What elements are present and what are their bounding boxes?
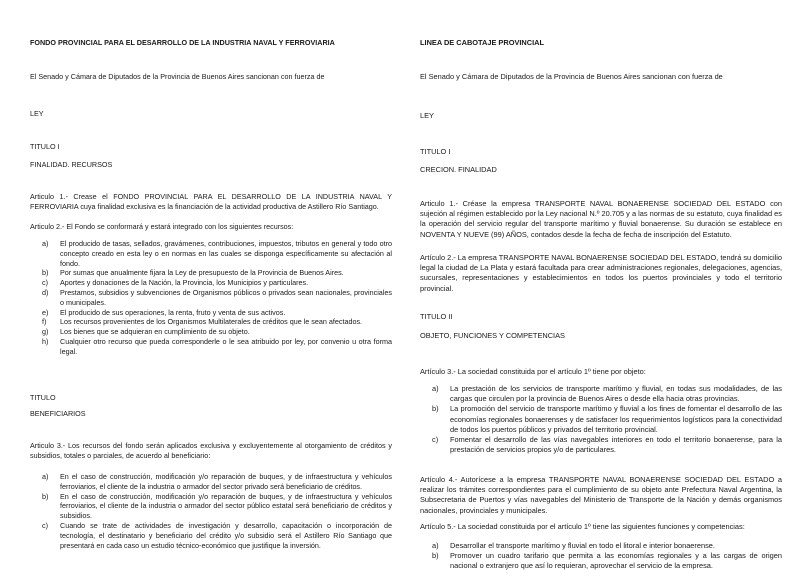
right-titulo-2: TITULO II (420, 312, 453, 321)
list-marker: h) (42, 336, 49, 346)
list-item-text: Fomentar el desarrollo de las vías navegables interiores en todo el territorio bonaerense, para la prestación de servicios propios y/o de particulares. (450, 435, 782, 455)
list-item (30, 278, 392, 288)
list-item-text: Aportes y donaciones de la Nación, la Provincia, los Municipios y particulares. (60, 278, 309, 288)
list-marker: g) (42, 327, 49, 337)
list-item (30, 521, 392, 550)
right-ley-label: LEY (420, 111, 434, 120)
list-item (30, 239, 392, 268)
list-item (30, 268, 392, 278)
right-titulo-1-name: CRECION. FINALIDAD (420, 165, 497, 174)
list-item (30, 327, 392, 337)
list-item (30, 288, 392, 308)
left-article-2-list (30, 239, 392, 357)
list-marker: b) (432, 404, 439, 414)
list-item (30, 308, 392, 318)
list-marker: a) (42, 239, 49, 248)
left-article-3: Articulo 3.- Los recursos del fondo serán aplicados exclusiva y excluyentemente al otorgamiento de créditos y subsidios, totales o parciales, de acuerdo al beneficiario: (30, 441, 392, 460)
list-marker: f) (42, 317, 47, 327)
left-article-2: Articulo 2.- El Fondo se conformará y estará integrado con los siguientes recursos: (30, 222, 294, 231)
left-titulo-1: TITULO I (30, 142, 60, 151)
right-article-4: Artículo 4.- Autorícese a la empresa TRANSPORTE NAVAL BONAERENSE SOCIEDAD DEL ESTADO a realizar los trámites correspondientes para el cumplimiento de su objeto ante Prefectura Naval Argentina, la Subsecretaria de Puertos y vías navegables del Ministerio de Transporte de la Nación y demás organismos nacionales, provinciales y municipales. (420, 475, 782, 515)
list-item (30, 337, 392, 357)
list-item-text: Prestamos, subsidios y subvenciones de Organismos públicos o privados sean nacionales, provinciales o municipales. (60, 287, 392, 307)
list-marker: e) (42, 307, 49, 317)
list-item-text: Los bienes que se adquieran en cumplimiento de su objeto. (60, 327, 250, 337)
left-ley-label: LEY (30, 109, 44, 118)
right-article-5: Artículo 5.- La sociedad constituida por el artículo 1º tiene las siguientes funciones y competencias: (420, 522, 745, 531)
list-item (30, 317, 392, 327)
list-item (420, 551, 782, 571)
list-marker: d) (42, 287, 49, 297)
list-marker: c) (432, 435, 439, 445)
list-item-text: Los recursos provenientes de los Organismos Multilaterales de créditos que le sean afectados. (60, 317, 363, 327)
list-marker: a) (432, 384, 439, 393)
list-item-text: La promoción del servicio de transporte marítimo y fluvial a los fines de fomentar el desarrollo de las economías regionales bonaerenses y de satisfacer los requerimientos logísticos para la conectividad de todos los puertos públicos y privados del territorio provincial. (450, 404, 782, 434)
list-item-text: Desarrollar el transporte marítimo y fluvial en todo el litoral e interior bonaerense. (450, 541, 715, 550)
left-article-3-list (30, 472, 392, 550)
left-heading: FONDO PROVINCIAL PARA EL DESARROLLO DE LA INDUSTRIA NAVAL Y FERROVIARIA (30, 38, 335, 47)
list-marker: a) (432, 541, 439, 550)
right-titulo-1: TITULO I (420, 147, 451, 156)
left-titulo-2: TITULO (30, 393, 56, 402)
left-enactment-clause: El Senado y Cámara de Diputados de la Provincia de Buenos Aires sancionan con fuerza de (30, 72, 325, 81)
list-marker: b) (42, 491, 49, 501)
list-item (420, 384, 782, 404)
list-marker: a) (42, 472, 49, 481)
list-item (30, 472, 392, 492)
right-article-2: Artículo 2.- La empresa TRANSPORTE NAVAL BONAERENSE SOCIEDAD DEL ESTADO, tendrá su domicilio legal la ciudad de La Plata y estará facultada para crear administraciones regionales, delegaciones, agencias, sucursales, representaciones y establecimientos en todos los puertos provinciales y todo el territorio provincial. (420, 253, 782, 293)
right-article-5-list (420, 541, 782, 572)
list-item-text: Promover un cuadro tarifario que permita a las economías regionales y a las cargas de origen nacional o extranjero que así lo requieran, aprovechar el servicio de la empresa. (450, 551, 782, 571)
list-item (420, 435, 782, 455)
list-item-text: La prestación de los servicios de transporte marítimo y fluvial, en todas sus modalidades, de las cargas que circulen por la provincia de Buenos Aires o desde ella hacia otras provincias. (450, 384, 782, 404)
list-item-text: El producido de sus operaciones, la renta, fruto y venta de sus activos. (60, 307, 286, 317)
left-titulo-2-name: BENEFICIARIOS (30, 409, 86, 418)
list-item-text: Por sumas que anualmente fijara la Ley de presupuesto de la Provincia de Buenos Aires. (60, 268, 344, 278)
right-article-3-list (420, 384, 782, 455)
list-item (420, 541, 782, 551)
right-heading: LINEA DE CABOTAJE PROVINCIAL (420, 38, 545, 47)
right-article-1: Articulo 1.- Créase la empresa TRANSPORTE NAVAL BONAERENSE SOCIEDAD DEL ESTADO con sujeción al régimen establecido por la Ley nacional N.º 20.705 y a las normas de su estatuto, cuya finalidad es la operación del servicio regular del transporte marítimo y fluvial bonaerense. Su duración se establece en NOVENTA Y NUEVE (99) AÑOS, contados desde la fecha de fecha de inscripción del Estatuto. (420, 199, 782, 239)
list-item (420, 404, 782, 435)
list-item-text: El producido de tasas, sellados, gravámenes, contribuciones, impuestos, tributos en general y todo otro concepto creado en esta ley o en normas en las cuales se disponga específicamente su afectación al fondo. (60, 239, 392, 268)
list-item-text: Cualquier otro recurso que pueda corresponderle o le sea atribuido por ley, por convenio u otra forma legal. (60, 336, 392, 356)
right-article-3: Artículo 3.- La sociedad constituida por el artículo 1º tiene por objeto: (420, 367, 646, 376)
list-marker: b) (432, 551, 439, 561)
list-marker: c) (42, 278, 48, 288)
list-item (30, 492, 392, 521)
list-item-text: Cuando se trate de actividades de investigación y desarrollo, capacitación o incorporación de tecnología, el destinatario y beneficiario del crédito y/o subsidio será el Astillero Río Santiago que presentará en cada caso un estudio técnico-económico que justifique la inversión. (60, 520, 392, 550)
list-marker: c) (42, 520, 48, 530)
left-article-1: Articulo 1.- Crease el FONDO PROVINCIAL PARA EL DESARROLLO DE LA INDUSTRIA NAVAL Y FERROVIARIA cuya finalidad exclusiva es la financiación de la actividad productiva de Astillero Río Santiago. (30, 192, 392, 211)
right-enactment-clause: El Senado y Cámara de Diputados de la Provincia de Buenos Aires sancionan con fuerza de (420, 72, 723, 81)
list-marker: b) (42, 268, 49, 278)
list-item-text: En el caso de construcción, modificación y/o reparación de buques, y de infraestructura y vehículos ferroviarios, el cliente de la industria o armador del sector público estatal será beneficiario de créditos y subsidios. (60, 491, 392, 521)
left-titulo-1-name: FINALIDAD. RECURSOS (30, 160, 113, 169)
list-item-text: En el caso de construcción, modificación y/o reparación de buques, y de infraestructura y vehículos ferroviarios, el cliente de la industria o armador del sector privado será beneficiario de créditos. (60, 472, 392, 491)
right-titulo-2-name: OBJETO, FUNCIONES Y COMPETENCIAS (420, 331, 565, 340)
